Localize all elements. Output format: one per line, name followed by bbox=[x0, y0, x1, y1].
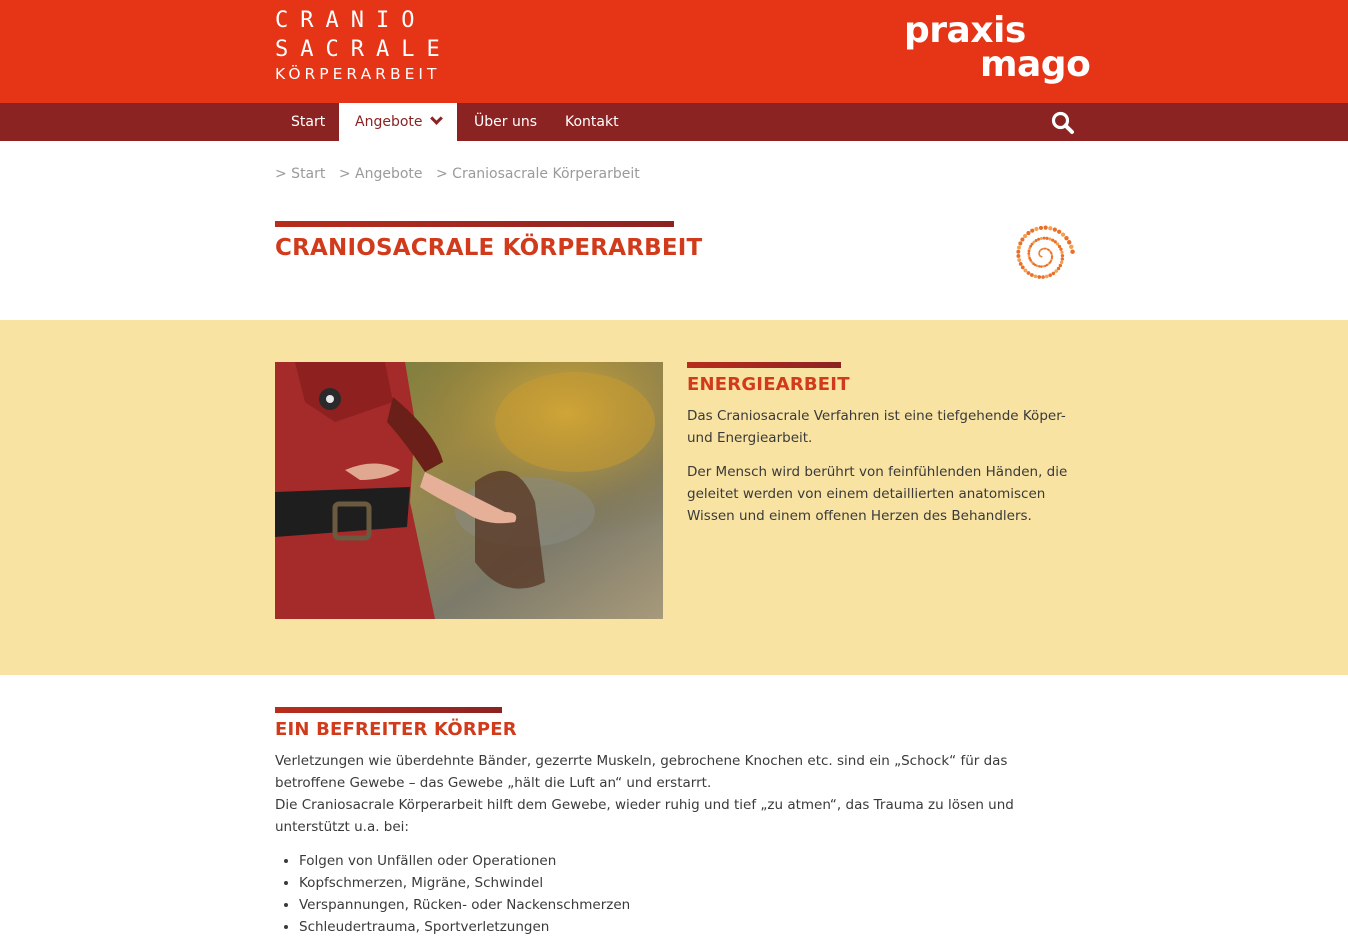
spiral-dot bbox=[1027, 271, 1031, 275]
breadcrumb-angebote[interactable]: > Angebote bbox=[338, 166, 423, 182]
page-header bbox=[275, 221, 702, 261]
spiral-dot bbox=[1067, 240, 1071, 244]
praxis-logo-word-1: praxis bbox=[904, 10, 1026, 51]
spiral-dot bbox=[1059, 248, 1062, 251]
spiral-dot bbox=[1043, 237, 1046, 240]
spiral-dot bbox=[1061, 254, 1064, 257]
spiral-dot bbox=[1045, 275, 1049, 279]
spiral-dot bbox=[1037, 275, 1041, 279]
spiral-dot bbox=[1026, 231, 1030, 235]
nav-item-label: Angebote bbox=[355, 114, 423, 130]
list-item: • Schleudertrauma, Sportverletzungen bbox=[299, 916, 1075, 938]
heading-accent-bar bbox=[275, 221, 674, 227]
spiral-dot bbox=[1016, 250, 1020, 254]
spiral-dot bbox=[1017, 258, 1021, 262]
breadcrumb bbox=[275, 166, 649, 182]
benefits-list bbox=[299, 850, 1075, 938]
spiral-dot bbox=[1057, 267, 1060, 270]
spiral-dot bbox=[1054, 269, 1058, 273]
nav-item-ueber-uns[interactable] bbox=[458, 103, 553, 141]
heading-accent-bar bbox=[687, 362, 841, 368]
breadcrumb-start[interactable]: > Start bbox=[275, 166, 326, 182]
nav-item-angebote[interactable] bbox=[339, 103, 457, 141]
list-item: • Folgen von Unfällen oder Operationen bbox=[299, 850, 1075, 872]
nav-item-label: Über uns bbox=[474, 114, 537, 130]
spiral-dot bbox=[1028, 255, 1031, 258]
spiral-dot bbox=[1070, 249, 1074, 253]
search-icon[interactable] bbox=[1050, 110, 1076, 136]
nav-item-label: Kontakt bbox=[565, 114, 619, 130]
chevron-down-icon bbox=[430, 112, 443, 125]
energy-section bbox=[0, 320, 1348, 675]
energy-paragraph-1: Das Craniosacrale Verfahren ist eine tiefgehende Köper- und Energiearbeit. bbox=[687, 408, 1066, 446]
nav-item-kontakt[interactable] bbox=[549, 103, 635, 141]
spiral-dot bbox=[1028, 257, 1031, 260]
spiral-dot bbox=[1064, 236, 1068, 240]
praxis-logo-word-2: mago bbox=[980, 44, 1091, 85]
spiral-dot bbox=[1060, 261, 1063, 264]
spiral-dot bbox=[1028, 250, 1031, 253]
spiral-dot bbox=[1046, 237, 1049, 240]
treatment-photo bbox=[275, 362, 663, 619]
spiral-dot bbox=[1048, 226, 1052, 230]
brand-line-2: SACRALE bbox=[275, 37, 452, 62]
spiral-dot bbox=[1037, 238, 1040, 241]
spiral-dot bbox=[1023, 269, 1027, 273]
praxis-mago-logo[interactable] bbox=[904, 10, 1091, 85]
section2-paragraph-2: Die Craniosacrale Körperarbeit hilft dem Gewebe, wieder ruhig und tief „zu atmen“, das Trauma zu lösen und unterstützt u.a. bei: bbox=[275, 797, 1014, 835]
spiral-dot bbox=[1060, 251, 1063, 254]
spiral-dot bbox=[1016, 254, 1020, 258]
spiral-dot bbox=[1052, 272, 1056, 276]
spiral-dot bbox=[1034, 227, 1038, 231]
spiral-dot bbox=[1034, 274, 1038, 278]
spiral-dot bbox=[1041, 275, 1045, 279]
section2-paragraph-1: Verletzungen wie überdehnte Bänder, gezerrte Muskeln, gebrochene Knochen etc. sind ein „Schock“ für das betroffene Gewebe – das Gewebe „hält die Luft an“ und erstarrt. bbox=[275, 753, 1008, 791]
energy-paragraph-2: Der Mensch wird berührt von feinfühlenden Händen, die geleitet werden von einem detaillierten anatomiscen Wissen und einem offenen Herzen des Behandlers. bbox=[687, 464, 1068, 524]
spiral-dot bbox=[1044, 226, 1048, 230]
spiral-dot bbox=[1069, 245, 1073, 249]
energy-heading: ENERGIEARBEIT bbox=[687, 374, 850, 395]
spiral-dot bbox=[1039, 226, 1043, 230]
spiral-dot bbox=[1021, 266, 1025, 270]
spiral-dot bbox=[1061, 257, 1064, 260]
spiral-dot bbox=[1061, 232, 1065, 236]
befreiter-koerper-section bbox=[275, 707, 1075, 938]
site-logo[interactable] bbox=[275, 6, 452, 84]
list-item: • Verspannungen, Rücken- oder Nackenschmerzen bbox=[299, 894, 1075, 916]
spiral-dot bbox=[1020, 238, 1024, 242]
main-nav bbox=[0, 103, 1348, 141]
nav-item-label: Start bbox=[291, 114, 326, 130]
spiral-dot bbox=[1027, 252, 1030, 255]
heading-accent-bar bbox=[275, 707, 502, 713]
spiral-dot bbox=[1023, 234, 1027, 238]
spiral-dot bbox=[1048, 237, 1051, 240]
list-item: • Kopfschmerzen, Migräne, Schwindel bbox=[299, 872, 1075, 894]
spiral-dot bbox=[1017, 246, 1021, 250]
spiral-dot bbox=[1053, 227, 1057, 231]
spiral-dot bbox=[1048, 273, 1052, 277]
spiral-dot bbox=[1030, 273, 1034, 277]
spiral-dot bbox=[1059, 264, 1062, 267]
spiral-logo-icon bbox=[1009, 219, 1075, 289]
spiral-dot bbox=[1030, 229, 1034, 233]
breadcrumb-current: > Craniosacrale Körperarbeit bbox=[435, 166, 640, 182]
brand-line-3: KÖRPERARBEIT bbox=[275, 65, 441, 83]
site-header bbox=[0, 0, 1348, 103]
nav-item-start[interactable] bbox=[275, 103, 341, 141]
spiral-dot bbox=[1019, 262, 1023, 266]
befreiter-koerper-heading: EIN BEFREITER KÖRPER bbox=[275, 719, 517, 740]
spiral-dot bbox=[1057, 230, 1061, 234]
spiral-dot bbox=[1040, 237, 1043, 240]
page-title: CRANIOSACRALE KÖRPERARBEIT bbox=[275, 235, 703, 261]
energy-text-block bbox=[687, 362, 1072, 527]
spiral-dot bbox=[1058, 245, 1061, 248]
spiral-dot bbox=[1018, 241, 1022, 245]
brand-line-1: CRANIO bbox=[275, 8, 427, 33]
